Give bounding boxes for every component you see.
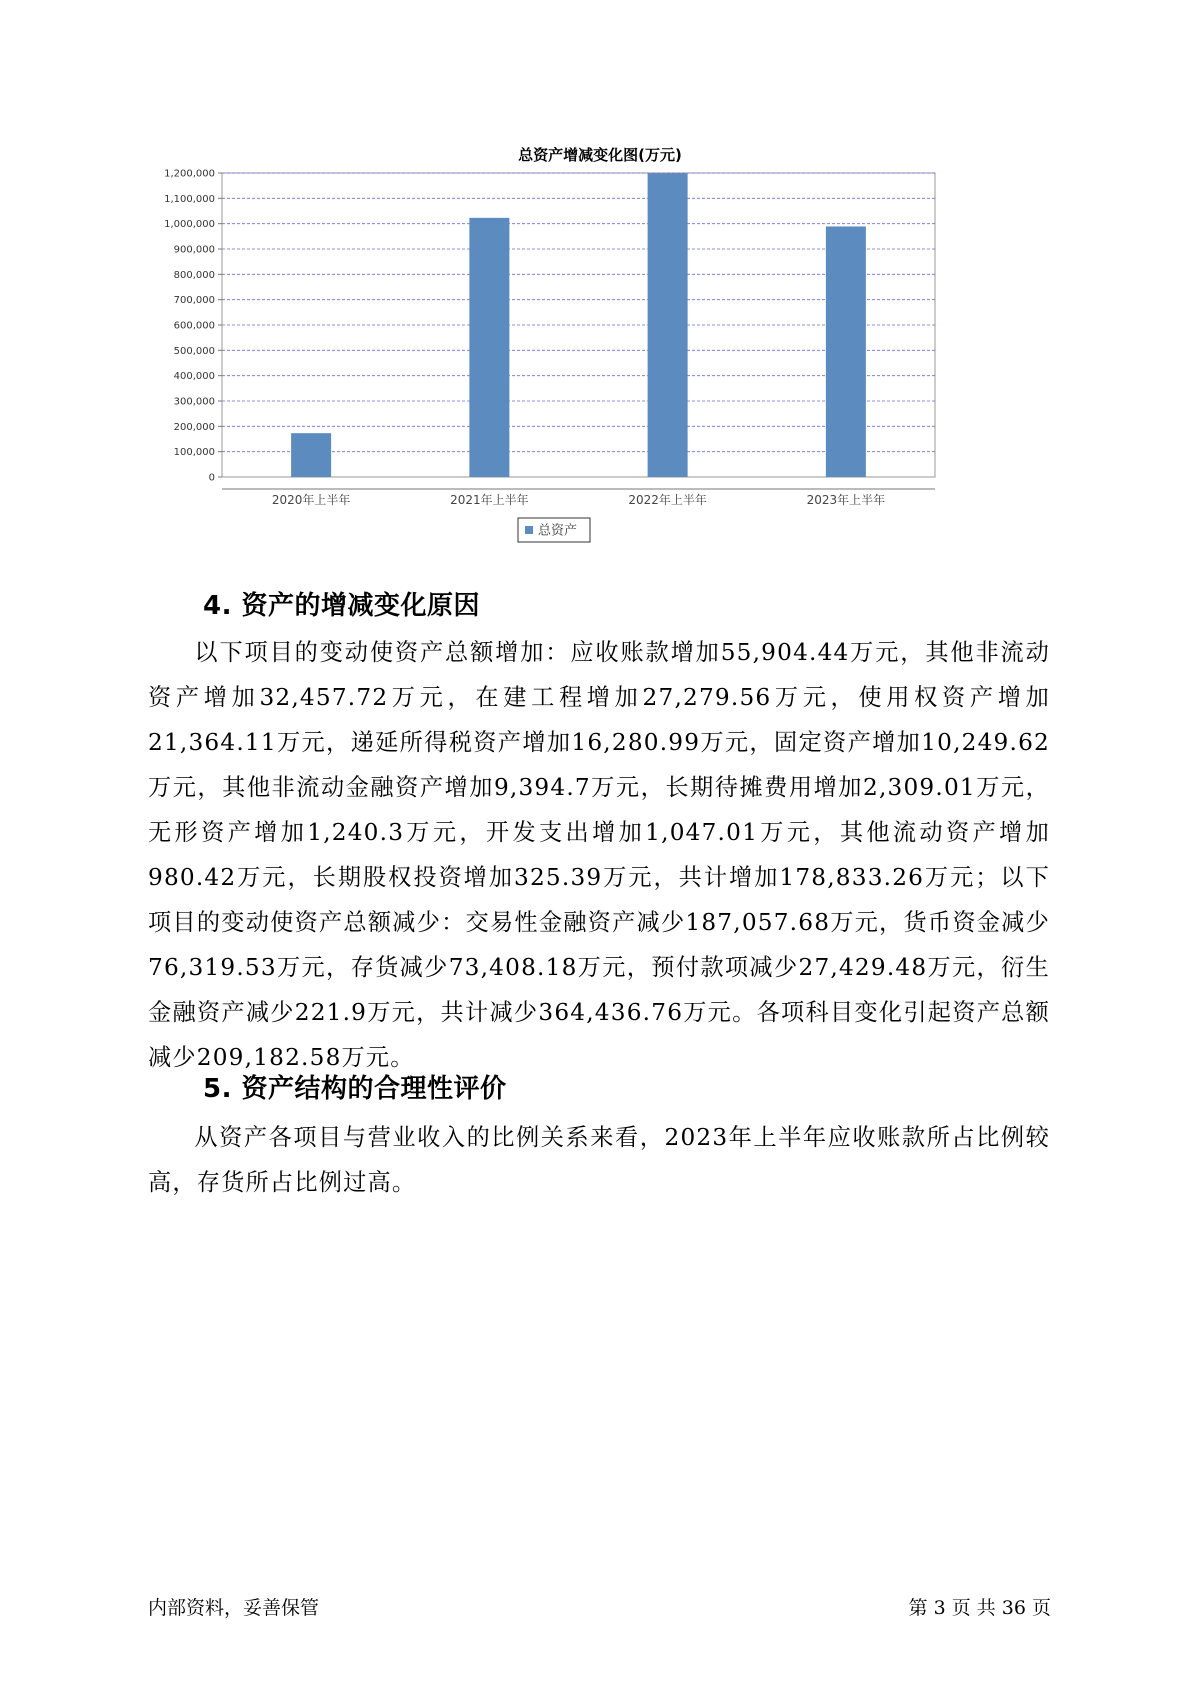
y-tick-label: 800,000	[173, 269, 215, 281]
y-tick-label: 900,000	[173, 244, 215, 256]
y-tick-label: 600,000	[173, 320, 215, 332]
chart-title: 总资产增减变化图(万元)	[518, 146, 682, 164]
y-tick-label: 400,000	[173, 371, 215, 383]
chart-svg	[160, 130, 1040, 590]
section-paragraph-4: 以下项目的变动使资产总额增加：应收账款增加55,904.44万元，其他非流动资产增加32,457.72万元，在建工程增加27,279.56万元，使用权资产增加21,364.11万元，递延所得税资产增加16,280.99万元，固定资产增加10,249.62万元，其他非流动金融资产增加9,394.7万元，长期待摊费用增加2,309.01万元，无形资产增加1,240.3万元，开发支出增加1,047.01万元，其他流动资产增加980.42万元，长期股权投资增加325.39万元，共计增加178,833.26万元；以下项目的变动使资产总额减少：交易性金融资产减少187,057.68万元，货币资金减少76,319.53万元，存货减少73,408.18万元，预付款项减少27,429.48万元，衍生金融资产减少221.9万元，共计减少364,436.76万元。各项科目变化引起资产总额减少209,182.58万元。	[148, 639, 1050, 1071]
bar	[648, 174, 688, 477]
x-tick-label: 2022年上半年	[628, 493, 707, 507]
total-assets-chart	[160, 130, 1040, 590]
y-tick-label: 100,000	[173, 447, 215, 459]
y-tick-label: 500,000	[173, 345, 215, 357]
x-tick-label: 2021年上半年	[450, 493, 529, 507]
bar	[291, 433, 331, 477]
x-tick-label: 2023年上半年	[806, 493, 886, 507]
bar	[826, 226, 866, 477]
section-paragraph-5: 从资产各项目与营业收入的比例关系来看，2023年上半年应收账款所占比例较高，存货所占比例过高。	[148, 1124, 1050, 1196]
legend-label: 总资产	[538, 523, 578, 539]
y-tick-label: 0	[208, 472, 215, 484]
y-tick-label: 300,000	[173, 396, 215, 408]
y-tick-label: 1,000,000	[164, 219, 215, 231]
footer-confidential-note: 内部资料，妥善保管	[148, 1597, 320, 1619]
y-tick-label: 1,200,000	[164, 168, 215, 180]
section-heading-4: 4. 资产的增减变化原因	[203, 591, 481, 621]
section-heading-5: 5. 资产结构的合理性评价	[203, 1074, 507, 1104]
x-tick-label: 2020年上半年	[271, 493, 351, 507]
y-tick-label: 700,000	[173, 295, 215, 307]
legend-swatch	[525, 526, 533, 534]
y-tick-label: 1,100,000	[164, 193, 215, 205]
y-tick-label: 200,000	[173, 421, 215, 433]
footer-page-number: 第 3 页 共 36 页	[908, 1597, 1051, 1619]
bar	[469, 218, 509, 477]
